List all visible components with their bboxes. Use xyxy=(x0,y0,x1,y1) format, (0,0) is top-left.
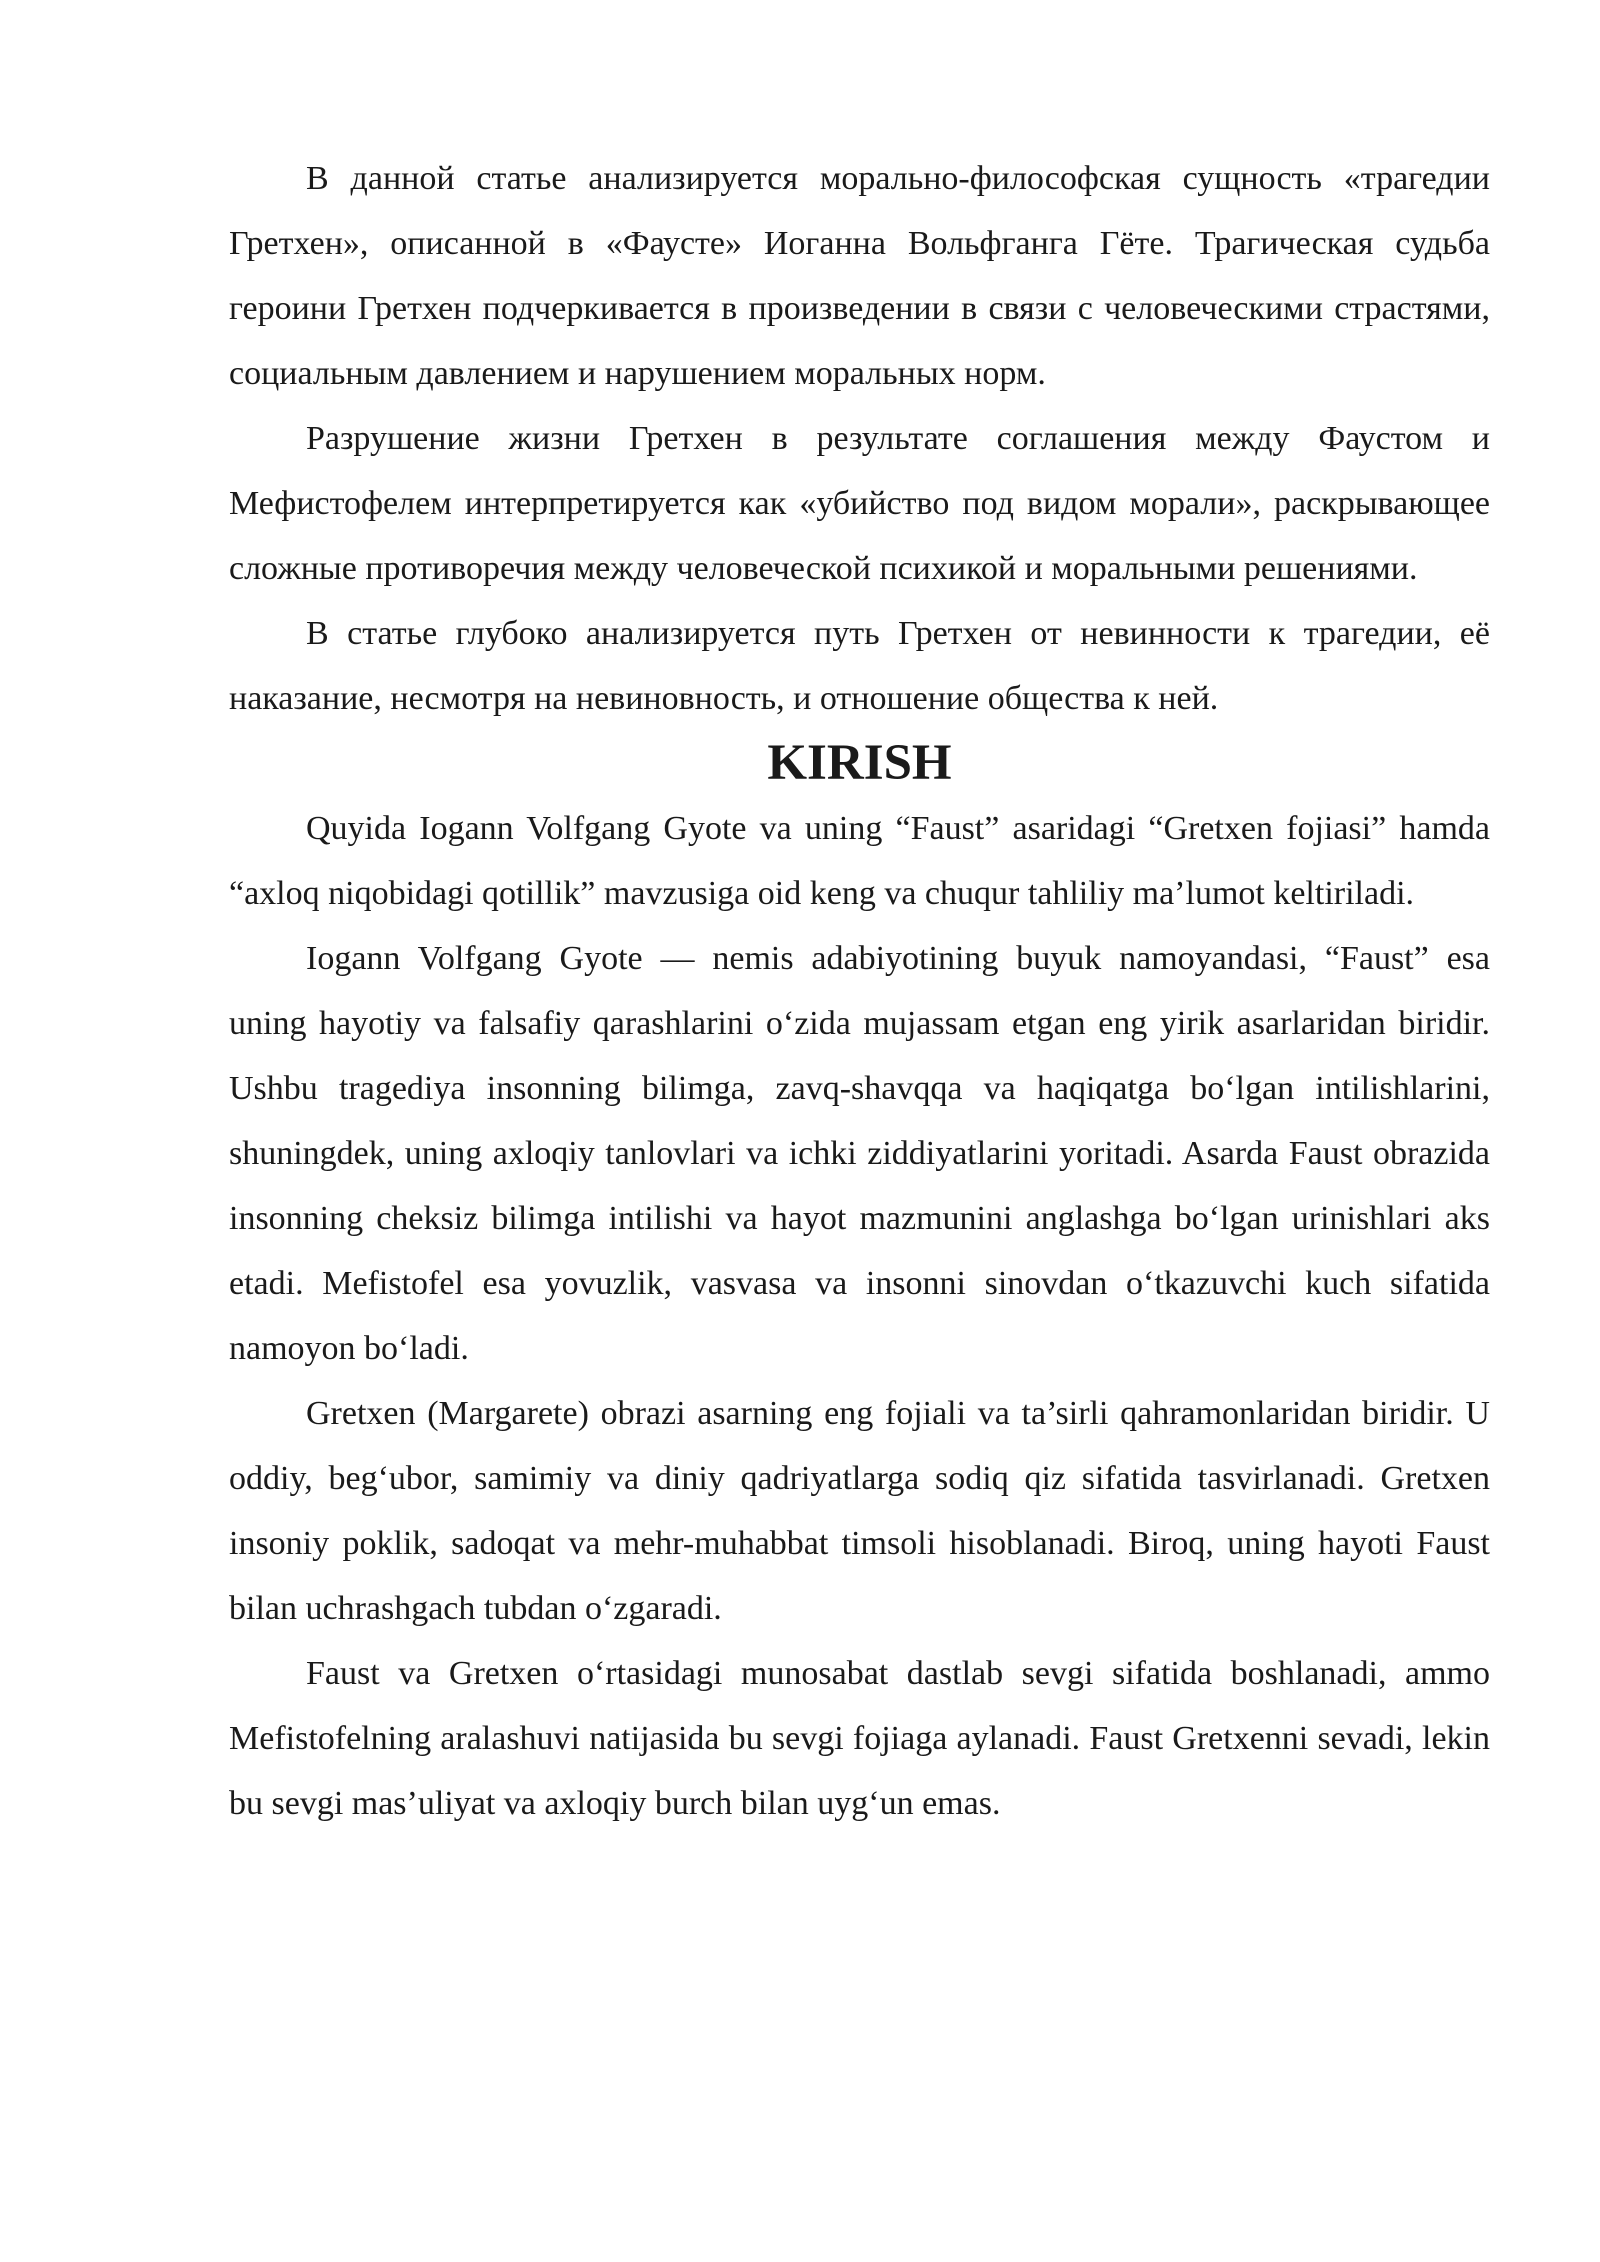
abstract-paragraph: В данной статье анализируется морально-философская сущность «трагедии Гретхен», описанной в «Фаусте» Иоганна Вольфганга Гёте. Трагическая судьба героини Гретхен подчеркивается в произведении в связи с человеческими страстями, социальным давлением и нарушением моральных норм. xyxy=(229,160,1490,392)
document-page xyxy=(229,146,1490,1836)
abstract-paragraph: Разрушение жизни Гретхен в результате соглашения между Фаустом и Мефистофелем интерпретируется как «убийство под видом морали», раскрывающее сложные противоречия между человеческой психикой и моральными решениями. xyxy=(229,420,1490,587)
body-paragraph: Quyida Iogann Volfgang Gyote va uning “Faust” asaridagi “Gretxen fojiasi” hamda “axloq niqobidagi qotillik” mavzusiga oid keng va chuqur tahliliy ma’lumot keltiriladi. xyxy=(229,810,1490,912)
section-heading: KIRISH xyxy=(767,735,952,791)
body-paragraph: Iogann Volfgang Gyote — nemis adabiyotining buyuk namoyandasi, “Faust” esa uning hayotiy va falsafiy qarashlarini o‘zida mujassam etgan eng yirik asarlaridan biridir. Ushbu tragediya insonning bilimga, zavq-shavqqa va haqiqatga bo‘lgan intilishlarini, shuningdek, uning axloqiy tanlovlari va ichki ziddiyatlarini yoritadi. Asarda Faust obrazida insonning cheksiz bilimga intilishi va hayot mazmunini anglashga bo‘lgan urinishlari aks etadi. Mefistofel esa yovuzlik, vasvasa va insonni sinovdan o‘tkazuvchi kuch sifatida namoyon bo‘ladi. xyxy=(229,940,1490,1367)
body-paragraph: Gretxen (Margarete) obrazi asarning eng fojiali va ta’sirli qahramonlaridan biridir. U oddiy, beg‘ubor, samimiy va diniy qadriyatlarga sodiq qiz sifatida tasvirlanadi. Gretxen insoniy poklik, sadoqat va mehr-muhabbat timsoli hisoblanadi. Biroq, uning hayoti Faust bilan uchrashgach tubdan o‘zgaradi. xyxy=(229,1395,1490,1627)
body-paragraph: Faust va Gretxen o‘rtasidagi munosabat dastlab sevgi sifatida boshlanadi, ammo Mefistofelning aralashuvi natijasida bu sevgi fojiaga aylanadi. Faust Gretxenni sevadi, lekin bu sevgi mas’uliyat va axloqiy burch bilan uyg‘un emas. xyxy=(229,1655,1490,1822)
abstract-paragraph: В статье глубоко анализируется путь Гретхен от невинности к трагедии, её наказание, несмотря на невиновность, и отношение общества к ней. xyxy=(229,615,1490,717)
